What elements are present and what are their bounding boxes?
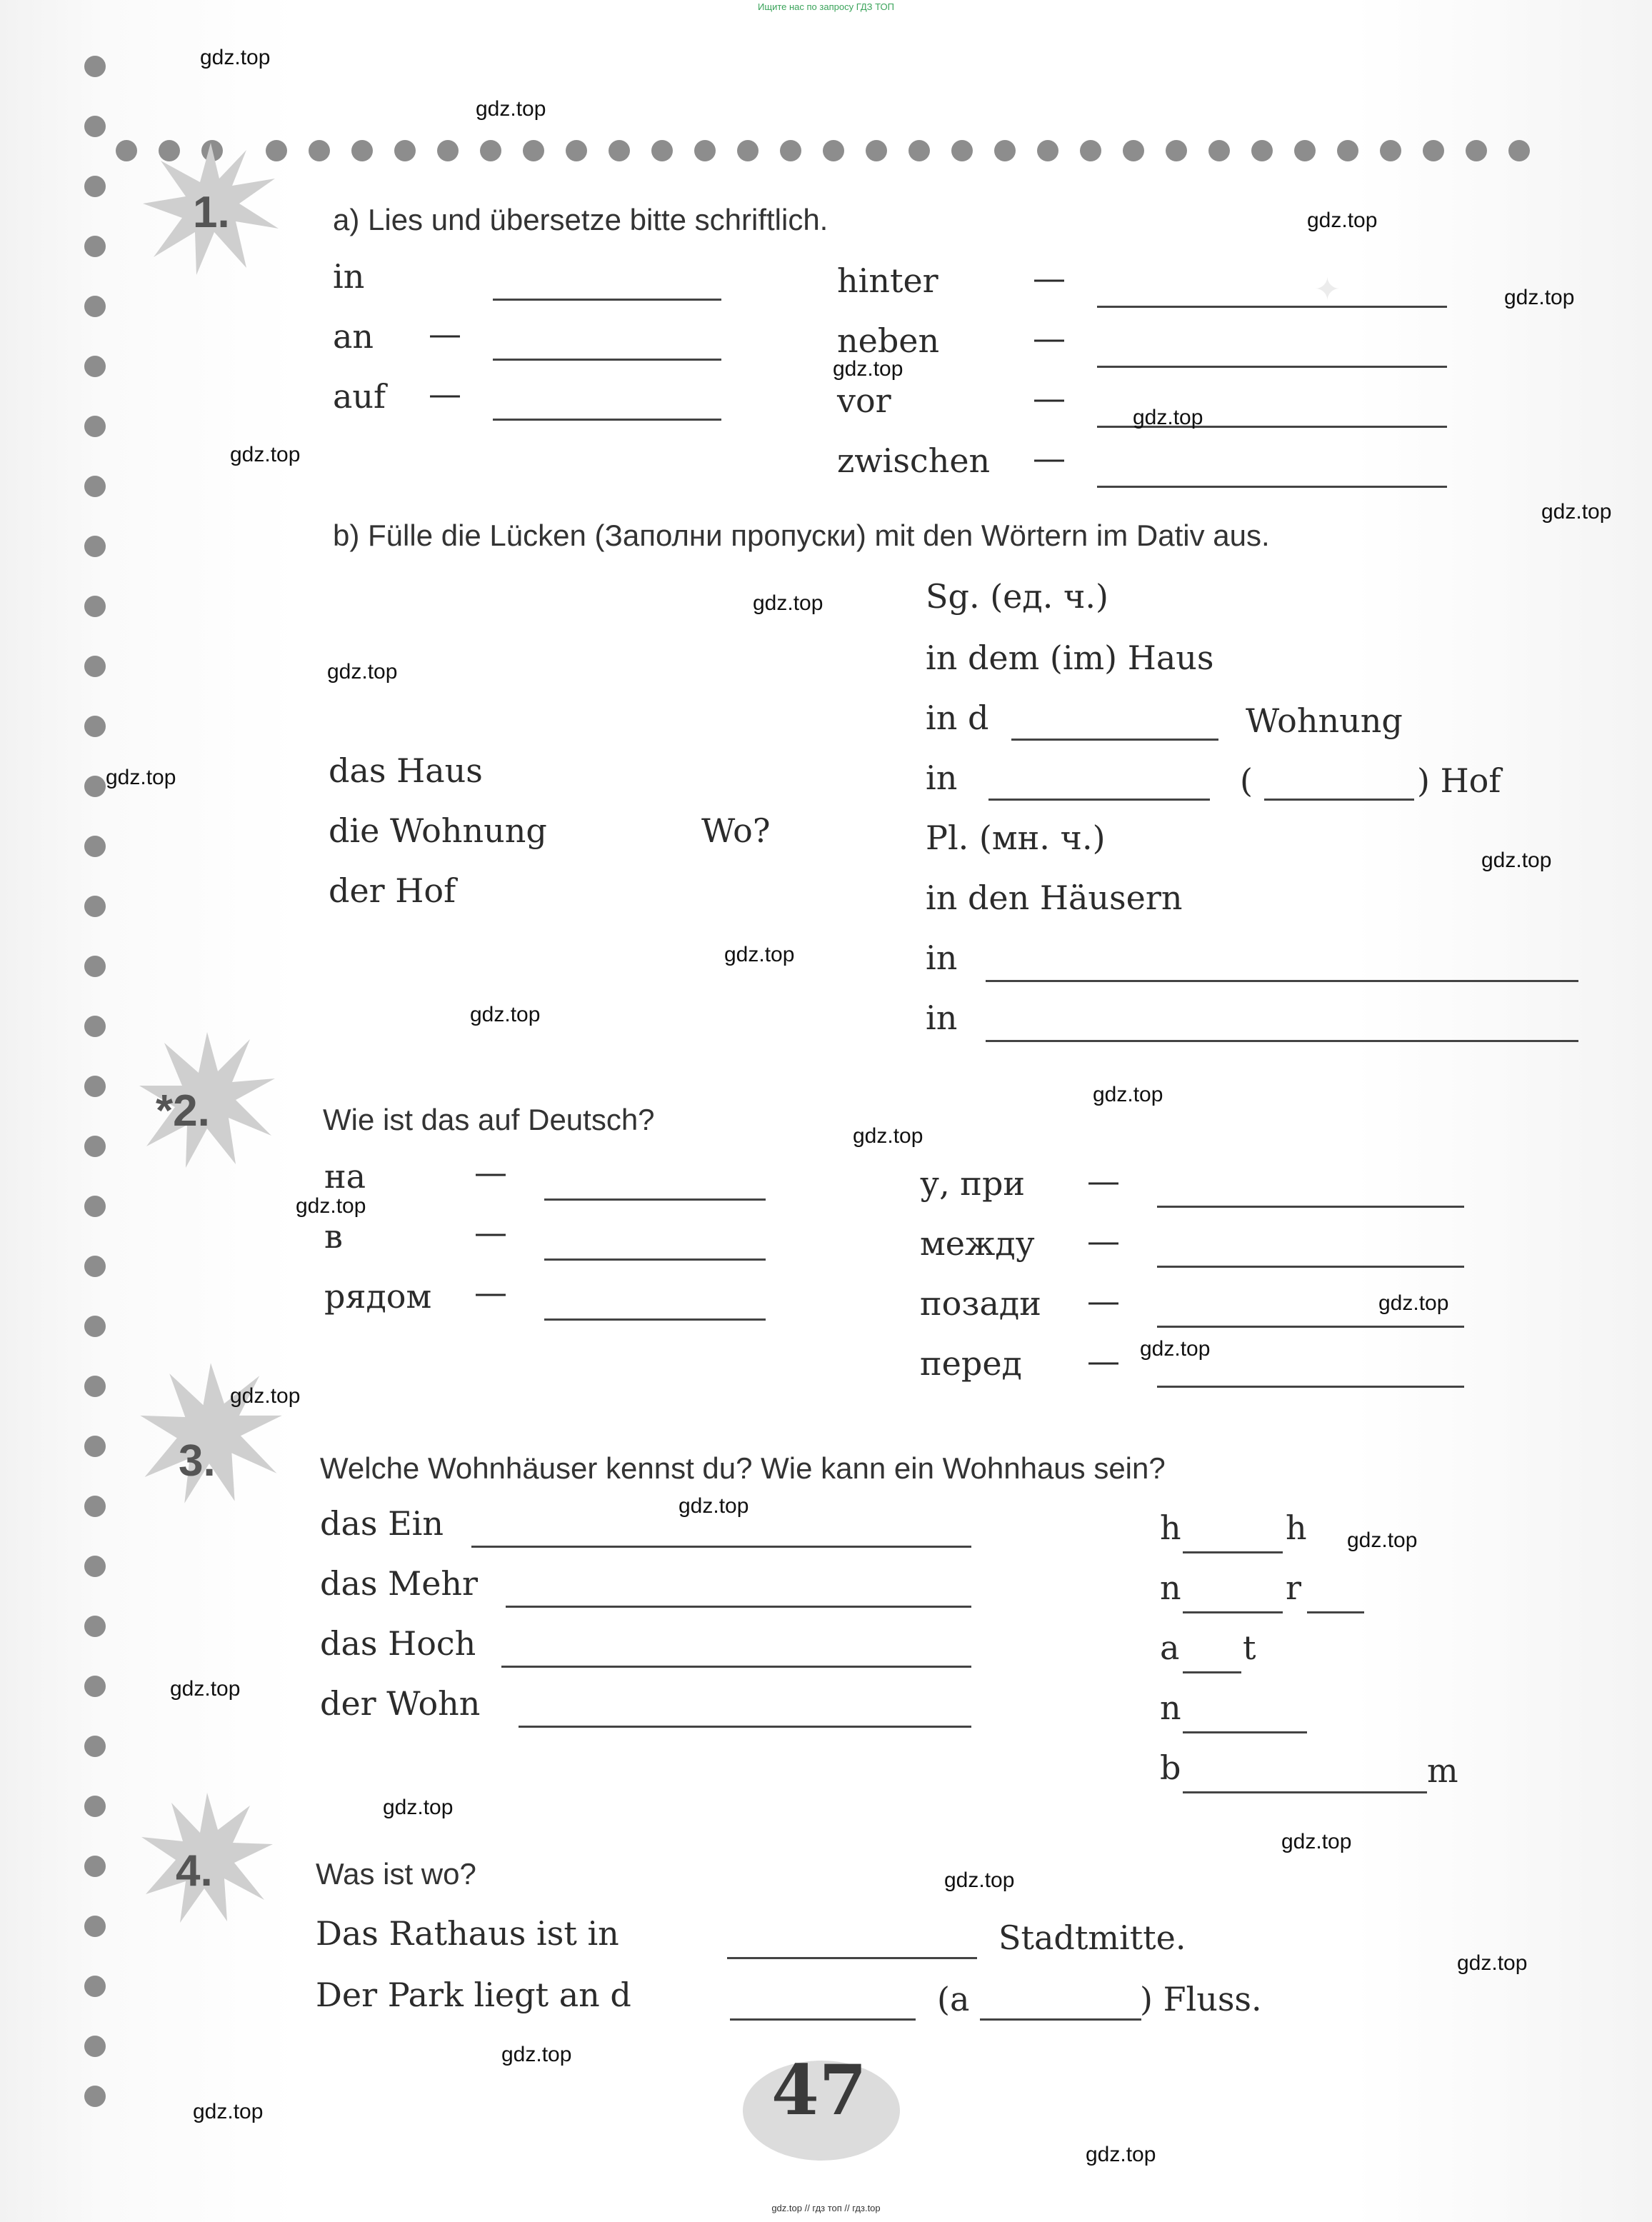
answer-line-fluss-article[interactable] — [730, 2018, 916, 2021]
exercise-1-number: 1. — [193, 188, 230, 237]
answer-line-hof[interactable] — [988, 799, 1210, 801]
answer-line-ein[interactable] — [471, 1546, 971, 1548]
page-number: 47 — [771, 2050, 867, 2131]
word-vor: vor — [837, 381, 891, 420]
watermark: gdz.top — [1504, 286, 1575, 309]
watermark: gdz.top — [1541, 500, 1612, 524]
sg-row-haus: in dem (im) Haus — [926, 639, 1214, 677]
watermark: gdz.top — [853, 1124, 923, 1148]
adj-n-start: n — [1160, 1568, 1181, 1607]
answer-line-zwischen[interactable] — [1097, 486, 1447, 488]
watermark: gdz.top — [753, 591, 824, 615]
dash: — — [1033, 259, 1066, 297]
answer-line-fluss-contraction[interactable] — [980, 2018, 1141, 2021]
sg-row-in: in — [926, 759, 958, 797]
adj-m-end: m — [1427, 1751, 1458, 1790]
header-note: Ищите нас по запросу ГДЗ ТОП — [758, 1, 894, 12]
question-wo: Wo? — [701, 811, 771, 850]
exercise-1b-title: b) Fülle die Lücken (Заполни пропуски) mit den Wörtern im Dativ aus. — [333, 519, 1270, 552]
answer-line-hinter[interactable] — [1097, 306, 1447, 308]
watermark: gdz.top — [1378, 1291, 1449, 1315]
exercise-3-number: 3. — [179, 1436, 216, 1486]
ru-v: в — [324, 1217, 343, 1256]
watermark: gdz.top — [1281, 1830, 1352, 1853]
watermark: gdz.top — [679, 1494, 749, 1518]
adj-n2-start: n — [1160, 1688, 1181, 1727]
ru-mezhdu: между — [920, 1224, 1035, 1263]
answer-line-mehr[interactable] — [506, 1606, 971, 1608]
watermark: gdz.top — [1133, 406, 1203, 429]
watermark: gdz.top — [193, 2100, 264, 2123]
pl-row-haeusern: in den Häusern — [926, 879, 1183, 917]
answer-line-u-pri[interactable] — [1157, 1206, 1464, 1208]
watermark: gdz.top — [170, 1677, 241, 1701]
dash: — — [429, 314, 461, 353]
sg-row-in-d: in d — [926, 699, 989, 737]
ex4-line1-end: Stadtmitte. — [998, 1918, 1186, 1957]
word-hinter: hinter — [837, 261, 938, 300]
exercise-4-title: Was ist wo? — [316, 1857, 476, 1891]
watermark: gdz.top — [230, 1384, 301, 1408]
dash: — — [1087, 1341, 1120, 1380]
adj-a-start: a — [1160, 1628, 1180, 1667]
noun-wohnung: die Wohnung — [329, 811, 547, 850]
answer-line-pered[interactable] — [1157, 1386, 1464, 1388]
watermark: gdz.top — [724, 943, 795, 966]
answer-line-adj-nr[interactable] — [1183, 1611, 1283, 1613]
answer-line-in[interactable] — [493, 299, 721, 301]
watermark: gdz.top — [501, 2043, 572, 2066]
answer-line-adj-h[interactable] — [1183, 1551, 1283, 1553]
answer-line-neben[interactable] — [1097, 366, 1447, 368]
watermark: gdz.top — [200, 46, 271, 69]
dash: — — [474, 1153, 507, 1191]
dash: — — [1033, 379, 1066, 417]
exercise-4-number: 4. — [176, 1846, 213, 1896]
ex4-line2-end: ) Fluss. — [1140, 1980, 1262, 2018]
noun-hof: der Hof — [329, 871, 456, 910]
word-zwischen: zwischen — [837, 441, 991, 480]
ex4-line2-paren: (a — [937, 1980, 970, 2018]
ru-na: на — [324, 1157, 366, 1196]
dash: — — [474, 1213, 507, 1251]
answer-line-v[interactable] — [544, 1258, 766, 1261]
watermark: gdz.top — [1457, 1951, 1528, 1975]
pl-row-in-1: in — [926, 939, 958, 977]
answer-line-pozadi[interactable] — [1157, 1326, 1464, 1328]
watermark: gdz.top — [833, 357, 903, 381]
watermark: gdz.top — [476, 97, 546, 121]
adj-b-start: b — [1160, 1748, 1181, 1787]
answer-line-d-wohnung[interactable] — [1011, 739, 1218, 741]
watermark: gdz.top — [1347, 1528, 1418, 1552]
exercise-2-number: *2. — [156, 1086, 210, 1136]
compound-ein: das Ein — [320, 1504, 444, 1543]
answer-line-ryadom[interactable] — [544, 1318, 766, 1321]
answer-line-hoch[interactable] — [501, 1666, 971, 1668]
compound-mehr: das Mehr — [320, 1564, 479, 1603]
watermark: gdz.top — [383, 1796, 454, 1819]
ru-pozadi: позади — [920, 1284, 1041, 1323]
answer-line-adj-at[interactable] — [1183, 1671, 1241, 1673]
dash: — — [1033, 319, 1066, 357]
answer-line-an[interactable] — [493, 359, 721, 361]
watermark: gdz.top — [1093, 1083, 1163, 1106]
pl-row-in-2: in — [926, 999, 958, 1037]
adj-h-start: h — [1160, 1508, 1181, 1547]
answer-line-stadtmitte[interactable] — [727, 1957, 977, 1959]
compound-hoch: das Hoch — [320, 1624, 476, 1663]
answer-line-mezhdu[interactable] — [1157, 1266, 1464, 1268]
pl-header: Pl. (мн. ч.) — [926, 819, 1106, 857]
watermark: gdz.top — [106, 766, 176, 789]
ex4-line2-start: Der Park liegt an d — [316, 1976, 631, 2014]
watermark: gdz.top — [944, 1868, 1015, 1892]
adj-t-end: t — [1243, 1628, 1256, 1667]
watermark: gdz.top — [230, 443, 301, 466]
watermark: gdz.top — [1140, 1337, 1211, 1361]
watermark: gdz.top — [470, 1003, 541, 1026]
answer-line-na[interactable] — [544, 1198, 766, 1201]
word-neben: neben — [837, 321, 940, 360]
paren-open: ( — [1240, 761, 1253, 800]
adj-h-end: h — [1286, 1508, 1307, 1547]
adj-r-end: r — [1286, 1568, 1301, 1607]
ru-pered: перед — [920, 1344, 1022, 1383]
exercise-1a-title: a) Lies und übersetze bitte schriftlich. — [333, 203, 828, 236]
watermark: gdz.top — [1307, 209, 1378, 232]
answer-line-adj-bm[interactable] — [1183, 1791, 1427, 1793]
ex4-line1-start: Das Rathaus ist in — [316, 1914, 619, 1953]
exercise-3-title: Welche Wohnhäuser kennst du? Wie kann ein Wohnhaus sein? — [320, 1451, 1166, 1485]
sg-row-wohnung: Wohnung — [1246, 701, 1403, 740]
dash: — — [1087, 1161, 1120, 1200]
noun-haus: das Haus — [329, 751, 483, 790]
watermark: gdz.top — [1086, 2143, 1156, 2166]
footer-note: gdz.top // гдз топ // гдз.top — [771, 2203, 881, 2213]
word-in: in — [333, 257, 365, 296]
compound-wohn: der Wohn — [320, 1684, 481, 1723]
watermark: gdz.top — [1481, 849, 1552, 872]
answer-line-auf[interactable] — [493, 419, 721, 421]
sg-row-hof: ) Hof — [1417, 761, 1501, 800]
watermark: gdz.top — [327, 660, 398, 684]
exercise-2-title: Wie ist das auf Deutsch? — [323, 1103, 655, 1136]
answer-line-hof-contraction[interactable] — [1264, 799, 1414, 801]
dash: — — [474, 1273, 507, 1311]
ru-ryadom: рядом — [324, 1277, 432, 1316]
answer-line-pl-1[interactable] — [986, 980, 1578, 982]
dash: — — [1087, 1281, 1120, 1320]
dash: — — [1033, 439, 1066, 477]
watermark: gdz.top — [296, 1194, 366, 1218]
dash: — — [429, 374, 461, 413]
dash: — — [1087, 1221, 1120, 1260]
sg-header: Sg. (ед. ч.) — [926, 577, 1108, 616]
answer-line-adj-r-tail[interactable] — [1307, 1611, 1364, 1613]
word-an: an — [333, 317, 374, 356]
answer-line-wohn[interactable] — [519, 1726, 971, 1728]
bleed-through: ✦ — [1314, 271, 1341, 308]
ru-u-pri: у, при — [920, 1164, 1026, 1203]
answer-line-pl-2[interactable] — [986, 1040, 1578, 1042]
word-auf: auf — [333, 377, 386, 416]
answer-line-adj-n2[interactable] — [1183, 1731, 1307, 1733]
